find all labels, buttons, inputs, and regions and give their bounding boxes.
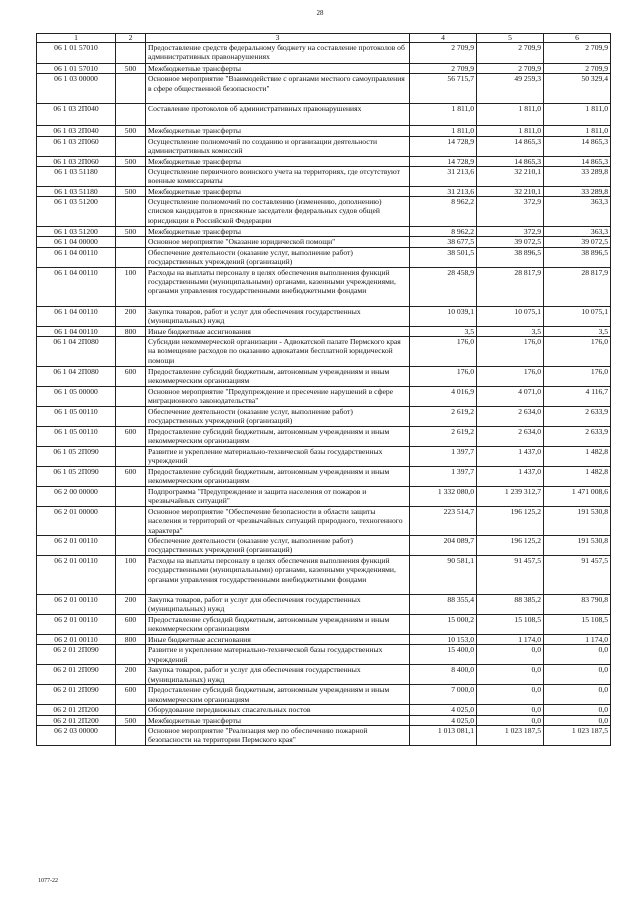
amount-col5: 1 174,0 (477, 635, 544, 645)
expense-type-code (116, 74, 146, 104)
amount-col6: 1 811,0 (544, 126, 611, 136)
expense-type-code: 500 (116, 126, 146, 136)
amount-col6: 1 482,8 (544, 447, 611, 467)
item-name: Межбюджетные трансферты (146, 715, 410, 725)
amount-col5: 38 896,5 (477, 247, 544, 267)
item-name: Закупка товаров, работ и услуг для обеспечения государственных (муниципальных) нужд (146, 306, 410, 326)
item-name: Межбюджетные трансферты (146, 156, 410, 166)
classification-code: 06 1 03 51200 (37, 227, 116, 237)
expense-type-code: 500 (116, 227, 146, 237)
column-header: 5 (477, 34, 544, 43)
amount-col5: 2 634,0 (477, 427, 544, 447)
amount-col5: 91 457,5 (477, 556, 544, 595)
table-row (37, 556, 611, 595)
expense-type-code (116, 387, 146, 407)
item-name: Закупка товаров, работ и услуг для обеспечения государственных (муниципальных) нужд (146, 595, 410, 615)
amount-col6: 1 471 008,6 (544, 487, 611, 507)
table-row (37, 197, 611, 227)
amount-col6: 363,3 (544, 197, 611, 227)
item-name: Субсидии некоммерческой организации - Адвокатской палате Пермского края на возмещение расходов по оказанию адвокатами бесплатной юридической помощи (146, 337, 410, 367)
expense-type-code: 600 (116, 367, 146, 387)
amount-col5: 1 239 312,7 (477, 487, 544, 507)
table-row (37, 725, 611, 745)
amount-col6: 176,0 (544, 337, 611, 367)
classification-code: 06 1 04 00110 (37, 326, 116, 336)
column-header: 3 (146, 34, 410, 43)
amount-col4: 4 025,0 (410, 705, 477, 715)
item-name: Предоставление субсидий бюджетным, автономным учреждениям и иным некоммерческим организациям (146, 427, 410, 447)
item-name: Предоставление средств федеральному бюджету на составление протоколов об административных правонарушениях (146, 43, 410, 64)
expense-type-code: 200 (116, 306, 146, 326)
expense-type-code: 500 (116, 715, 146, 725)
amount-col4: 38 501,5 (410, 247, 477, 267)
item-name: Основное мероприятие "Предупреждение и пресечение нарушений в сфере миграционного законодательства" (146, 387, 410, 407)
expense-type-code: 200 (116, 665, 146, 685)
amount-col4: 223 514,7 (410, 507, 477, 536)
table-row (37, 104, 611, 126)
amount-col6: 0,0 (544, 715, 611, 725)
amount-col5: 372,9 (477, 227, 544, 237)
amount-col6: 363,3 (544, 227, 611, 237)
amount-col5: 1 437,0 (477, 447, 544, 467)
amount-col4: 1 811,0 (410, 104, 477, 126)
expense-type-code: 100 (116, 556, 146, 595)
expense-type-code: 100 (116, 267, 146, 306)
classification-code: 06 2 01 00110 (37, 615, 116, 635)
amount-col4: 15 400,0 (410, 645, 477, 665)
amount-col5: 1 811,0 (477, 104, 544, 126)
classification-code: 06 1 05 00110 (37, 427, 116, 447)
amount-col4: 8 400,0 (410, 665, 477, 685)
table-row (37, 74, 611, 104)
amount-col6: 33 289,8 (544, 166, 611, 186)
classification-code: 06 1 03 2П040 (37, 104, 116, 126)
classification-code: 06 2 01 00000 (37, 507, 116, 536)
amount-col5: 0,0 (477, 715, 544, 725)
table-row (37, 427, 611, 447)
table-row (37, 337, 611, 367)
classification-code: 06 1 03 51200 (37, 197, 116, 227)
budget-table (36, 33, 611, 746)
classification-code: 06 2 01 00110 (37, 536, 116, 556)
amount-col5: 2 709,9 (477, 43, 544, 64)
expense-type-code (116, 645, 146, 665)
item-name: Основное мероприятие "Реализация мер по обеспечению пожарной безопасности на территории Пермского края" (146, 725, 410, 745)
amount-col6: 2 709,9 (544, 64, 611, 74)
amount-col6: 2 633,9 (544, 407, 611, 427)
amount-col4: 1 397,7 (410, 447, 477, 467)
amount-col5: 1 437,0 (477, 467, 544, 487)
table-row (37, 136, 611, 156)
amount-col4: 4 025,0 (410, 715, 477, 725)
amount-col4: 14 728,9 (410, 136, 477, 156)
amount-col4: 176,0 (410, 367, 477, 387)
amount-col5: 14 865,3 (477, 156, 544, 166)
amount-col5: 1 023 187,5 (477, 725, 544, 745)
amount-col4: 8 962,2 (410, 197, 477, 227)
amount-col6: 0,0 (544, 665, 611, 685)
classification-code: 06 2 03 00000 (37, 725, 116, 745)
classification-code: 06 1 03 51180 (37, 186, 116, 196)
table-row (37, 595, 611, 615)
amount-col6: 1 023 187,5 (544, 725, 611, 745)
item-name: Основное мероприятие "Взаимодействие с органами местного самоуправления в сфере общественной безопасности" (146, 74, 410, 104)
amount-col4: 10 153,0 (410, 635, 477, 645)
classification-code: 06 1 04 2П080 (37, 367, 116, 387)
amount-col5: 196 125,2 (477, 536, 544, 556)
amount-col4: 4 016,9 (410, 387, 477, 407)
expense-type-code: 600 (116, 427, 146, 447)
classification-code: 06 2 00 00000 (37, 487, 116, 507)
classification-code: 06 1 03 2П060 (37, 156, 116, 166)
table-row (37, 306, 611, 326)
amount-col4: 1 013 081,1 (410, 725, 477, 745)
table-row (37, 326, 611, 336)
amount-col6: 1 811,0 (544, 104, 611, 126)
expense-type-code: 600 (116, 467, 146, 487)
amount-col5: 4 071,0 (477, 387, 544, 407)
amount-col5: 0,0 (477, 645, 544, 665)
expense-type-code: 800 (116, 326, 146, 336)
table-row (37, 507, 611, 536)
classification-code: 06 1 05 2П090 (37, 447, 116, 467)
table-row (37, 247, 611, 267)
amount-col6: 176,0 (544, 367, 611, 387)
item-name: Предоставление субсидий бюджетным, автономным учреждениям и иным некоммерческим организациям (146, 685, 410, 705)
amount-col6: 0,0 (544, 685, 611, 705)
expense-type-code: 500 (116, 64, 146, 74)
classification-code: 06 1 05 2П090 (37, 467, 116, 487)
classification-code: 06 1 05 00110 (37, 407, 116, 427)
expense-type-code (116, 407, 146, 427)
item-name: Осуществление первичного воинского учета на территориях, где отсутствуют военные комиссариаты (146, 166, 410, 186)
amount-col4: 1 332 080,0 (410, 487, 477, 507)
item-name: Основное мероприятие "Оказание юридической помощи" (146, 237, 410, 247)
table-row (37, 487, 611, 507)
amount-col6: 4 116,7 (544, 387, 611, 407)
classification-code: 06 1 04 00110 (37, 247, 116, 267)
table-row (37, 156, 611, 166)
amount-col5: 32 210,1 (477, 166, 544, 186)
item-name: Осуществление полномочий по составлению (изменению, дополнению) списков кандидатов в присяжные заседатели федеральных судов общей юрисдикции в Российской Федерации (146, 197, 410, 227)
expense-type-code (116, 247, 146, 267)
amount-col4: 7 000,0 (410, 685, 477, 705)
expense-type-code (116, 43, 146, 64)
amount-col4: 2 619,2 (410, 407, 477, 427)
expense-type-code (116, 136, 146, 156)
table-row (37, 166, 611, 186)
table-row (37, 467, 611, 487)
amount-col6: 91 457,5 (544, 556, 611, 595)
amount-col4: 1 811,0 (410, 126, 477, 136)
amount-col5: 196 125,2 (477, 507, 544, 536)
item-name: Оборудование передвижных спасательных постов (146, 705, 410, 715)
amount-col5: 0,0 (477, 665, 544, 685)
classification-code: 06 1 03 00000 (37, 74, 116, 104)
item-name: Составление протоколов об административных правонарушениях (146, 104, 410, 126)
item-name: Обеспечение деятельности (оказание услуг, выполнение работ) государственных учреждений (организаций) (146, 247, 410, 267)
amount-col5: 1 811,0 (477, 126, 544, 136)
amount-col6: 14 865,3 (544, 136, 611, 156)
amount-col6: 1 482,8 (544, 467, 611, 487)
item-name: Расходы на выплаты персоналу в целях обеспечения выполнения функций государственными (муниципальными) органами, казенными учреждениями, органами управления государственными внебюджетными фондами (146, 556, 410, 595)
amount-col6: 0,0 (544, 705, 611, 715)
amount-col5: 0,0 (477, 705, 544, 715)
table-row (37, 705, 611, 715)
table-row (37, 715, 611, 725)
item-name: Межбюджетные трансферты (146, 126, 410, 136)
expense-type-code (116, 166, 146, 186)
amount-col5: 39 072,5 (477, 237, 544, 247)
amount-col6: 191 530,8 (544, 507, 611, 536)
amount-col6: 33 289,8 (544, 186, 611, 196)
table-row (37, 237, 611, 247)
amount-col5: 176,0 (477, 337, 544, 367)
table-row (37, 665, 611, 685)
item-name: Расходы на выплаты персоналу в целях обеспечения выполнения функций государственными (муниципальными) органами, казенными учреждениями, органами управления государственными внебюджетными фондами (146, 267, 410, 306)
amount-col6: 14 865,3 (544, 156, 611, 166)
expense-type-code (116, 705, 146, 715)
amount-col4: 2 709,9 (410, 43, 477, 64)
item-name: Межбюджетные трансферты (146, 64, 410, 74)
expense-type-code (116, 487, 146, 507)
expense-type-code (116, 104, 146, 126)
amount-col6: 2 709,9 (544, 43, 611, 64)
page-number: 28 (316, 9, 324, 17)
table-row (37, 64, 611, 74)
amount-col6: 2 633,9 (544, 427, 611, 447)
amount-col5: 88 385,2 (477, 595, 544, 615)
item-name: Иные бюджетные ассигнования (146, 326, 410, 336)
classification-code: 06 2 01 2П200 (37, 705, 116, 715)
amount-col6: 0,0 (544, 645, 611, 665)
item-name: Иные бюджетные ассигнования (146, 635, 410, 645)
amount-col5: 14 865,3 (477, 136, 544, 156)
expense-type-code (116, 447, 146, 467)
amount-col4: 31 213,6 (410, 166, 477, 186)
amount-col6: 191 530,8 (544, 536, 611, 556)
expense-type-code: 800 (116, 635, 146, 645)
amount-col6: 39 072,5 (544, 237, 611, 247)
table-row (37, 186, 611, 196)
amount-col4: 3,5 (410, 326, 477, 336)
expense-type-code (116, 536, 146, 556)
amount-col4: 15 000,2 (410, 615, 477, 635)
amount-col6: 28 817,9 (544, 267, 611, 306)
classification-code: 06 1 03 51180 (37, 166, 116, 186)
expense-type-code: 600 (116, 685, 146, 705)
classification-code: 06 1 04 2П080 (37, 337, 116, 367)
amount-col4: 31 213,6 (410, 186, 477, 196)
amount-col4: 90 581,1 (410, 556, 477, 595)
column-header: 1 (37, 34, 116, 43)
classification-code: 06 1 01 57010 (37, 43, 116, 64)
classification-code: 06 1 01 57010 (37, 64, 116, 74)
amount-col6: 50 329,4 (544, 74, 611, 104)
classification-code: 06 2 01 2П090 (37, 685, 116, 705)
table-row (37, 447, 611, 467)
amount-col4: 28 458,9 (410, 267, 477, 306)
amount-col6: 83 790,8 (544, 595, 611, 615)
amount-col6: 38 896,5 (544, 247, 611, 267)
amount-col5: 32 210,1 (477, 186, 544, 196)
item-name: Предоставление субсидий бюджетным, автономным учреждениям и иным некоммерческим организациям (146, 367, 410, 387)
amount-col4: 176,0 (410, 337, 477, 367)
expense-type-code: 500 (116, 186, 146, 196)
expense-type-code: 600 (116, 615, 146, 635)
classification-code: 06 2 01 00110 (37, 556, 116, 595)
table-row (37, 227, 611, 237)
item-name: Предоставление субсидий бюджетным, автономным учреждениям и иным некоммерческим организациям (146, 467, 410, 487)
table-row (37, 536, 611, 556)
amount-col5: 49 259,3 (477, 74, 544, 104)
table-row (37, 635, 611, 645)
amount-col5: 15 108,5 (477, 615, 544, 635)
table-row (37, 407, 611, 427)
column-header: 2 (116, 34, 146, 43)
classification-code: 06 1 03 2П060 (37, 136, 116, 156)
table-row (37, 387, 611, 407)
amount-col4: 88 355,4 (410, 595, 477, 615)
column-header: 4 (410, 34, 477, 43)
classification-code: 06 2 01 2П200 (37, 715, 116, 725)
item-name: Обеспечение деятельности (оказание услуг, выполнение работ) государственных учреждений (организаций) (146, 536, 410, 556)
item-name: Подпрограмма "Предупреждение и защита населения от пожаров и чрезвычайных ситуаций" (146, 487, 410, 507)
classification-code: 06 1 03 2П040 (37, 126, 116, 136)
table-row (37, 126, 611, 136)
footer-code: 1077-22 (38, 878, 58, 884)
expense-type-code (116, 337, 146, 367)
classification-code: 06 1 04 00000 (37, 237, 116, 247)
classification-code: 06 2 01 2П090 (37, 645, 116, 665)
classification-code: 06 2 01 00110 (37, 595, 116, 615)
classification-code: 06 1 05 00000 (37, 387, 116, 407)
amount-col4: 56 715,7 (410, 74, 477, 104)
amount-col4: 10 039,1 (410, 306, 477, 326)
amount-col5: 372,9 (477, 197, 544, 227)
amount-col5: 28 817,9 (477, 267, 544, 306)
amount-col4: 204 089,7 (410, 536, 477, 556)
item-name: Предоставление субсидий бюджетным, автономным учреждениям и иным некоммерческим организациям (146, 615, 410, 635)
classification-code: 06 2 01 2П090 (37, 665, 116, 685)
item-name: Обеспечение деятельности (оказание услуг, выполнение работ) государственных учреждений (организаций) (146, 407, 410, 427)
item-name: Закупка товаров, работ и услуг для обеспечения государственных (муниципальных) нужд (146, 665, 410, 685)
table-row (37, 267, 611, 306)
expense-type-code (116, 197, 146, 227)
item-name: Межбюджетные трансферты (146, 227, 410, 237)
table-row (37, 645, 611, 665)
amount-col5: 10 075,1 (477, 306, 544, 326)
expense-type-code: 200 (116, 595, 146, 615)
item-name: Основное мероприятие "Обеспечение безопасности в области защиты населения и территорий от чрезвычайных ситуаций природного, техногенного характера" (146, 507, 410, 536)
amount-col4: 1 397,7 (410, 467, 477, 487)
table-row (37, 685, 611, 705)
classification-code: 06 1 04 00110 (37, 267, 116, 306)
table-row (37, 43, 611, 64)
header-row (37, 34, 611, 43)
item-name: Межбюджетные трансферты (146, 186, 410, 196)
table-row (37, 615, 611, 635)
expense-type-code (116, 507, 146, 536)
classification-code: 06 2 01 00110 (37, 635, 116, 645)
item-name: Развитие и укрепление материально-технической базы государственных учреждений (146, 645, 410, 665)
amount-col5: 3,5 (477, 326, 544, 336)
expense-type-code (116, 237, 146, 247)
table-row (37, 367, 611, 387)
amount-col5: 2 634,0 (477, 407, 544, 427)
amount-col6: 1 174,0 (544, 635, 611, 645)
classification-code: 06 1 04 00110 (37, 306, 116, 326)
expense-type-code (116, 725, 146, 745)
item-name: Развитие и укрепление материально-технической базы государственных учреждений (146, 447, 410, 467)
amount-col6: 15 108,5 (544, 615, 611, 635)
amount-col6: 10 075,1 (544, 306, 611, 326)
amount-col4: 14 728,9 (410, 156, 477, 166)
amount-col5: 0,0 (477, 685, 544, 705)
amount-col5: 2 709,9 (477, 64, 544, 74)
item-name: Осуществление полномочий по созданию и организации деятельности административных комиссий (146, 136, 410, 156)
column-header: 6 (544, 34, 611, 43)
amount-col5: 176,0 (477, 367, 544, 387)
amount-col4: 2 709,9 (410, 64, 477, 74)
expense-type-code: 500 (116, 156, 146, 166)
amount-col4: 38 677,5 (410, 237, 477, 247)
amount-col4: 8 962,2 (410, 227, 477, 237)
amount-col6: 3,5 (544, 326, 611, 336)
amount-col4: 2 619,2 (410, 427, 477, 447)
